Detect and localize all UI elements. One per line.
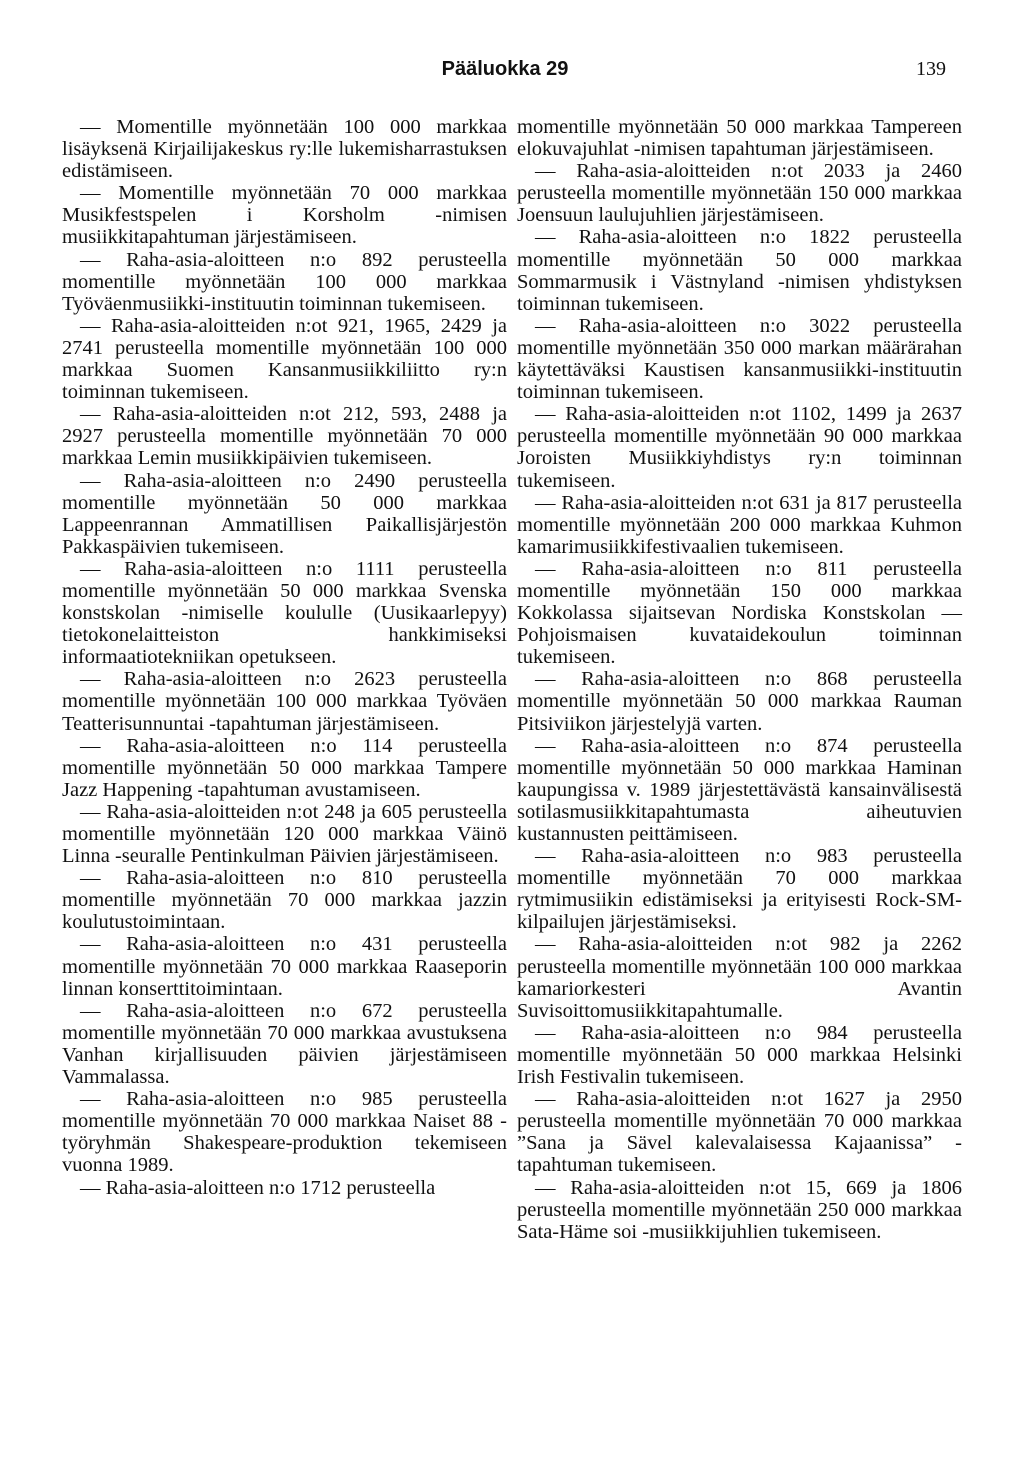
paragraph: — Raha-asia-aloitteen n:o 984 perusteella momentille myönnetään 50 000 markkaa Helsinki Irish Festivalin tukemiseen.	[517, 1021, 962, 1089]
paragraph: — Raha-asia-aloitteen n:o 892 perusteella momentille myönnetään 100 000 markkaa Työväenmusiikki-instituutin toiminnan tukemiseen.	[62, 248, 507, 315]
paragraph: — Momentille myönnetään 100 000 markkaa lisäyksenä Kirjailijakeskus ry:lle lukemisharrastuksen edistämiseen.	[62, 116, 507, 183]
paragraph: — Raha-asia-aloitteiden n:ot 15, 669 ja 1806 perusteella momentille myönnetään 250 000 markkaa Sata-Häme soi -musiikkijuhlien tukemiseen.	[517, 1176, 962, 1243]
paragraph: — Raha-asia-aloitteen n:o 983 perusteella momentille myönnetään 70 000 markkaa rytmimusiikin edistämiseksi ja erityisesti Rock-SM-kilpailujen järjestämiseksi.	[517, 845, 962, 934]
paragraph: — Raha-asia-aloitteen n:o 114 perusteella momentille myönnetään 50 000 markkaa Tampere Jazz Happening -tapahtuman avustamiseen.	[62, 734, 507, 801]
paragraph: — Raha-asia-aloitteen n:o 672 perusteella momentille myönnetään 70 000 markkaa avustuksena Vanhan kirjallisuuden päivien järjestämiseen Vammalassa.	[62, 999, 507, 1089]
paragraph-continuation: momentille myönnetään 50 000 markkaa Tampereen elokuvajuhlat -nimisen tapahtuman järjestämiseen.	[517, 116, 962, 161]
paragraph: — Raha-asia-aloitteen n:o 985 perusteella momentille myönnetään 70 000 markkaa Naiset 88 -työryhmän Shakespeare-produktion tekemiseen vuonna 1989.	[62, 1088, 507, 1177]
paragraph: — Raha-asia-aloitteen n:o 431 perusteella momentille myönnetään 70 000 markkaa Raaseporin linnan konserttitoimintaan.	[62, 933, 507, 1000]
paragraph: — Raha-asia-aloitteiden n:ot 1102, 1499 ja 2637 perusteella momentille myönnetään 90 000 markkaa Joroisten Musiikkiyhdistys ry:n toiminnan tukemiseen.	[517, 403, 962, 492]
paragraph: — Raha-asia-aloitteen n:o 1822 perusteella momentille myönnetään 50 000 markkaa Sommarmusik i Västnyland -nimisen yhdistyksen toiminnan tukemiseen.	[517, 226, 962, 315]
paragraph: — Raha-asia-aloitteiden n:ot 921, 1965, 2429 ja 2741 perusteella momentille myönnetään 100 000 markkaa Suomen Kansanmusiikkiliitto ry:n toiminnan tukemiseen.	[62, 314, 507, 404]
paragraph: — Raha-asia-aloitteiden n:ot 248 ja 605 perusteella momentille myönnetään 120 000 markkaa Väinö Linna -seuralle Pentinkulman Päivien järjestämiseen.	[62, 800, 507, 868]
paragraph: — Raha-asia-aloitteen n:o 1111 perusteella momentille myönnetään 50 000 markkaa Svenska konstskolan -nimiselle koululle (Uusikaarlepyy) tietokonelaitteiston hankkimiseksi informaatiotekniikan opetukseen.	[62, 557, 507, 669]
paragraph: — Raha-asia-aloitteen n:o 2623 perusteella momentille myönnetään 100 000 markkaa Työväen Teatterisunnuntai -tapahtuman järjestämiseen.	[62, 668, 507, 735]
paragraph: — Raha-asia-aloitteiden n:ot 631 ja 817 perusteella momentille myönnetään 200 000 markkaa Kuhmon kamarimusiikkifestivaalien tukemiseen.	[517, 491, 962, 558]
left-column	[62, 116, 507, 1199]
paragraph: — Momentille myönnetään 70 000 markkaa Musikfestspelen i Korsholm -nimisen musiikkitapahtuman järjestämiseen.	[62, 182, 507, 249]
paragraph: — Raha-asia-aloitteen n:o 874 perusteella momentille myönnetään 50 000 markkaa Haminan kaupungissa v. 1989 järjestettävästä kansainvälisestä sotilasmusiikkitapahtumasta aiheutuvien kustannusten peittämiseen.	[517, 734, 962, 845]
paragraph: — Raha-asia-aloitteiden n:ot 212, 593, 2488 ja 2927 perusteella momentille myönnetään 70 000 markkaa Lemin musiikkipäivien tukemiseen.	[62, 403, 507, 470]
page-header	[0, 58, 1024, 88]
page-number: 139	[916, 58, 946, 80]
paragraph: — Raha-asia-aloitteiden n:ot 1627 ja 2950 perusteella momentille myönnetään 70 000 markkaa ”Sana ja Sävel kalevalaisessa Kajaanissa” -tapahtuman tukemiseen.	[517, 1088, 962, 1177]
right-column	[517, 116, 962, 1243]
paragraph: — Raha-asia-aloitteiden n:ot 2033 ja 2460 perusteella momentille myönnetään 150 000 markkaa Joensuun laulujuhlien järjestämiseen.	[517, 160, 962, 227]
paragraph: — Raha-asia-aloitteen n:o 811 perusteella momentille myönnetään 150 000 markkaa Kokkolassa sijaitsevan Nordiska Konstskolan — Pohjoismaisen kuvataidekoulun toiminnan tukemiseen.	[517, 557, 962, 669]
page-title: Pääluokka 29	[441, 58, 569, 80]
paragraph: — Raha-asia-aloitteen n:o 2490 perusteella momentille myönnetään 50 000 markkaa Lappeenrannan Ammatillisen Paikallisjärjestön Pakkaspäivien tukemiseen.	[62, 469, 507, 558]
paragraph: — Raha-asia-aloitteen n:o 868 perusteella momentille myönnetään 50 000 markkaa Rauman Pitsiviikon järjestelyjä varten.	[517, 668, 962, 735]
paragraph: — Raha-asia-aloitteiden n:ot 982 ja 2262 perusteella momentille myönnetään 100 000 markkaa kamariorkesteri Avantin Suvisoittomusiikkitapahtumalle.	[517, 933, 962, 1022]
paragraph: — Raha-asia-aloitteen n:o 1712 perusteella	[80, 1176, 436, 1199]
paragraph: — Raha-asia-aloitteen n:o 3022 perusteella momentille myönnetään 350 000 markan määrärahan käytettäväksi Kaustisen kansanmusiikki-instituutin toiminnan tukemiseen.	[517, 314, 962, 404]
paragraph: — Raha-asia-aloitteen n:o 810 perusteella momentille myönnetään 70 000 markkaa jazzin koulutustoimintaan.	[62, 867, 507, 934]
